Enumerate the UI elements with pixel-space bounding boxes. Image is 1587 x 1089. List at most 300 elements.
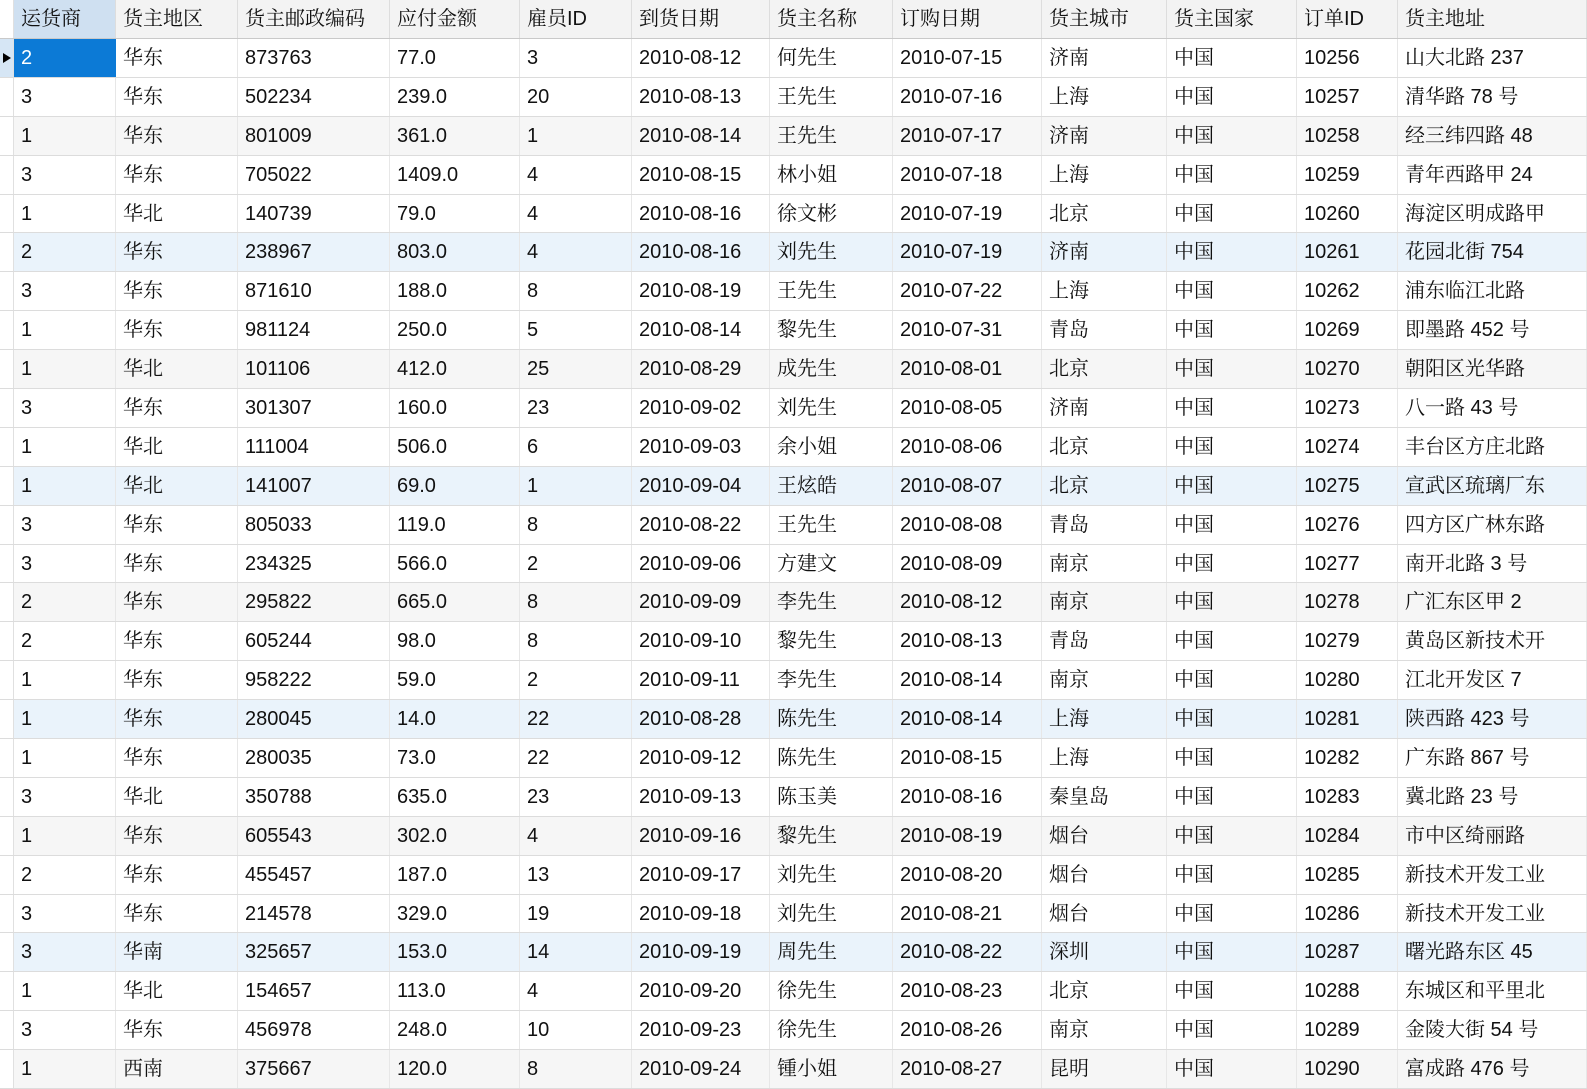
cell[interactable]: 华东 [116, 311, 238, 349]
cell[interactable]: 中国 [1167, 156, 1297, 194]
cell[interactable]: 4 [520, 195, 632, 233]
row-gutter[interactable] [0, 233, 14, 271]
cell[interactable]: 济南 [1042, 117, 1167, 155]
cell[interactable]: 华北 [116, 778, 238, 816]
cell[interactable]: 1 [14, 739, 116, 777]
cell[interactable]: 10276 [1297, 506, 1398, 544]
cell[interactable]: 中国 [1167, 856, 1297, 894]
cell[interactable]: 富成路 476 号 [1398, 1050, 1587, 1088]
cell[interactable]: 10273 [1297, 389, 1398, 427]
cell[interactable]: 徐先生 [770, 1011, 893, 1049]
cell[interactable]: 10284 [1297, 817, 1398, 855]
header-cell-7[interactable]: 订购日期 [893, 0, 1042, 38]
cell[interactable]: 10260 [1297, 195, 1398, 233]
row-gutter[interactable] [0, 1050, 14, 1088]
cell[interactable]: 10290 [1297, 1050, 1398, 1088]
cell[interactable]: 2010-09-03 [632, 428, 770, 466]
cell[interactable]: 青岛 [1042, 506, 1167, 544]
cell[interactable]: 69.0 [390, 467, 520, 505]
cell[interactable]: 2 [520, 661, 632, 699]
cell[interactable]: 239.0 [390, 78, 520, 116]
cell[interactable]: 2010-08-12 [893, 583, 1042, 621]
cell[interactable]: 2010-07-18 [893, 156, 1042, 194]
cell[interactable]: 1 [14, 350, 116, 388]
cell[interactable]: 234325 [238, 545, 390, 583]
cell[interactable]: 济南 [1042, 233, 1167, 271]
row-gutter[interactable] [0, 467, 14, 505]
cell[interactable]: 10281 [1297, 700, 1398, 738]
cell[interactable]: 8 [520, 1050, 632, 1088]
cell[interactable]: 635.0 [390, 778, 520, 816]
cell[interactable]: 中国 [1167, 583, 1297, 621]
cell[interactable]: 13 [520, 856, 632, 894]
cell[interactable]: 华东 [116, 156, 238, 194]
row-gutter[interactable] [0, 389, 14, 427]
cell[interactable]: 98.0 [390, 622, 520, 660]
cell[interactable]: 350788 [238, 778, 390, 816]
cell[interactable]: 中国 [1167, 311, 1297, 349]
grid-corner[interactable] [0, 0, 14, 38]
cell[interactable]: 南开北路 3 号 [1398, 545, 1587, 583]
cell[interactable]: 金陵大街 54 号 [1398, 1011, 1587, 1049]
cell[interactable]: 22 [520, 739, 632, 777]
row-gutter[interactable] [0, 895, 14, 933]
cell[interactable]: 八一路 43 号 [1398, 389, 1587, 427]
cell[interactable]: 2010-08-26 [893, 1011, 1042, 1049]
cell[interactable]: 10277 [1297, 545, 1398, 583]
cell[interactable]: 华北 [116, 195, 238, 233]
cell[interactable]: 2010-08-23 [893, 972, 1042, 1010]
cell[interactable]: 中国 [1167, 778, 1297, 816]
cell[interactable]: 中国 [1167, 1011, 1297, 1049]
cell[interactable]: 华东 [116, 622, 238, 660]
row-gutter[interactable] [0, 622, 14, 660]
cell[interactable]: 5 [520, 311, 632, 349]
row-gutter[interactable] [0, 117, 14, 155]
row-gutter[interactable] [0, 856, 14, 894]
cell[interactable]: 188.0 [390, 272, 520, 310]
cell[interactable]: 李先生 [770, 583, 893, 621]
cell[interactable]: 120.0 [390, 1050, 520, 1088]
cell[interactable]: 中国 [1167, 272, 1297, 310]
cell[interactable]: 455457 [238, 856, 390, 894]
cell[interactable]: 4 [520, 817, 632, 855]
cell[interactable]: 华东 [116, 389, 238, 427]
cell[interactable]: 2010-07-22 [893, 272, 1042, 310]
cell[interactable]: 中国 [1167, 739, 1297, 777]
cell[interactable]: 即墨路 452 号 [1398, 311, 1587, 349]
cell[interactable]: 2010-08-14 [632, 311, 770, 349]
cell[interactable]: 325657 [238, 933, 390, 971]
cell[interactable]: 广东路 867 号 [1398, 739, 1587, 777]
cell[interactable]: 华东 [116, 583, 238, 621]
cell[interactable]: 刘先生 [770, 856, 893, 894]
cell[interactable]: 3 [520, 39, 632, 77]
cell[interactable]: 华北 [116, 467, 238, 505]
cell[interactable]: 王先生 [770, 272, 893, 310]
cell[interactable]: 1409.0 [390, 156, 520, 194]
cell[interactable]: 华东 [116, 272, 238, 310]
cell[interactable]: 3 [14, 272, 116, 310]
cell[interactable]: 黎先生 [770, 622, 893, 660]
cell[interactable]: 3 [14, 933, 116, 971]
cell[interactable]: 烟台 [1042, 856, 1167, 894]
cell[interactable]: 中国 [1167, 817, 1297, 855]
cell[interactable]: 3 [14, 1011, 116, 1049]
cell[interactable]: 2010-07-17 [893, 117, 1042, 155]
cell[interactable]: 2010-08-16 [632, 195, 770, 233]
cell[interactable]: 李先生 [770, 661, 893, 699]
header-cell-2[interactable]: 货主邮政编码 [238, 0, 390, 38]
header-cell-9[interactable]: 货主国家 [1167, 0, 1297, 38]
cell[interactable]: 华东 [116, 895, 238, 933]
cell[interactable]: 301307 [238, 389, 390, 427]
cell[interactable]: 4 [520, 972, 632, 1010]
cell[interactable]: 上海 [1042, 272, 1167, 310]
cell[interactable]: 南京 [1042, 1011, 1167, 1049]
cell[interactable]: 华东 [116, 233, 238, 271]
cell[interactable]: 上海 [1042, 700, 1167, 738]
cell[interactable]: 华北 [116, 428, 238, 466]
cell[interactable]: 曙光路东区 45 [1398, 933, 1587, 971]
cell[interactable]: 上海 [1042, 156, 1167, 194]
cell[interactable]: 刘先生 [770, 233, 893, 271]
cell[interactable]: 中国 [1167, 389, 1297, 427]
cell[interactable]: 1 [520, 117, 632, 155]
cell[interactable]: 王先生 [770, 117, 893, 155]
cell[interactable]: 361.0 [390, 117, 520, 155]
cell[interactable]: 锺小姐 [770, 1050, 893, 1088]
cell[interactable]: 中国 [1167, 467, 1297, 505]
cell[interactable]: 方建文 [770, 545, 893, 583]
row-gutter[interactable] [0, 972, 14, 1010]
cell[interactable]: 10259 [1297, 156, 1398, 194]
header-cell-3[interactable]: 应付金额 [390, 0, 520, 38]
cell[interactable]: 8 [520, 622, 632, 660]
cell[interactable]: 2 [14, 39, 116, 77]
cell[interactable]: 3 [14, 545, 116, 583]
cell[interactable]: 秦皇岛 [1042, 778, 1167, 816]
cell[interactable]: 何先生 [770, 39, 893, 77]
row-gutter[interactable] [0, 272, 14, 310]
cell[interactable]: 2010-09-19 [632, 933, 770, 971]
cell[interactable]: 1 [14, 195, 116, 233]
cell[interactable]: 市中区绮丽路 [1398, 817, 1587, 855]
cell[interactable]: 2010-08-06 [893, 428, 1042, 466]
cell[interactable]: 2010-08-09 [893, 545, 1042, 583]
cell[interactable]: 2010-09-09 [632, 583, 770, 621]
cell[interactable]: 华东 [116, 856, 238, 894]
cell[interactable]: 8 [520, 506, 632, 544]
cell[interactable]: 10289 [1297, 1011, 1398, 1049]
cell[interactable]: 238967 [238, 233, 390, 271]
cell[interactable]: 西南 [116, 1050, 238, 1088]
cell[interactable]: 陈玉美 [770, 778, 893, 816]
cell[interactable]: 王炫皓 [770, 467, 893, 505]
row-gutter[interactable] [0, 39, 14, 77]
cell[interactable]: 248.0 [390, 1011, 520, 1049]
cell[interactable]: 2010-08-07 [893, 467, 1042, 505]
cell[interactable]: 3 [14, 389, 116, 427]
cell[interactable]: 山大北路 237 [1398, 39, 1587, 77]
cell[interactable]: 2010-08-27 [893, 1050, 1042, 1088]
cell[interactable]: 2010-09-13 [632, 778, 770, 816]
cell[interactable]: 2010-08-21 [893, 895, 1042, 933]
cell[interactable]: 10286 [1297, 895, 1398, 933]
cell[interactable]: 280045 [238, 700, 390, 738]
cell[interactable]: 2010-09-04 [632, 467, 770, 505]
cell[interactable]: 丰台区方庄北路 [1398, 428, 1587, 466]
cell[interactable]: 10258 [1297, 117, 1398, 155]
cell[interactable]: 10275 [1297, 467, 1398, 505]
cell[interactable]: 烟台 [1042, 895, 1167, 933]
cell[interactable]: 2 [14, 583, 116, 621]
cell[interactable]: 1 [14, 1050, 116, 1088]
cell[interactable]: 2 [520, 545, 632, 583]
row-gutter[interactable] [0, 156, 14, 194]
cell[interactable]: 2010-07-19 [893, 233, 1042, 271]
cell[interactable]: 280035 [238, 739, 390, 777]
cell[interactable]: 成先生 [770, 350, 893, 388]
cell[interactable]: 2010-09-12 [632, 739, 770, 777]
cell[interactable]: 2010-08-14 [893, 700, 1042, 738]
cell[interactable]: 宣武区琉璃厂东 [1398, 467, 1587, 505]
header-cell-6[interactable]: 货主名称 [770, 0, 893, 38]
cell[interactable]: 10287 [1297, 933, 1398, 971]
cell[interactable]: 73.0 [390, 739, 520, 777]
row-gutter[interactable] [0, 817, 14, 855]
cell[interactable]: 2010-07-15 [893, 39, 1042, 77]
cell[interactable]: 2010-08-13 [632, 78, 770, 116]
cell[interactable]: 南京 [1042, 545, 1167, 583]
cell[interactable]: 302.0 [390, 817, 520, 855]
cell[interactable]: 2 [14, 856, 116, 894]
cell[interactable]: 2010-08-29 [632, 350, 770, 388]
cell[interactable]: 2010-09-16 [632, 817, 770, 855]
cell[interactable]: 2010-07-31 [893, 311, 1042, 349]
cell[interactable]: 2010-08-22 [632, 506, 770, 544]
cell[interactable]: 中国 [1167, 233, 1297, 271]
cell[interactable]: 四方区广林东路 [1398, 506, 1587, 544]
row-gutter[interactable] [0, 311, 14, 349]
cell[interactable]: 506.0 [390, 428, 520, 466]
header-cell-4[interactable]: 雇员ID [520, 0, 632, 38]
cell[interactable]: 黎先生 [770, 311, 893, 349]
cell[interactable]: 中国 [1167, 39, 1297, 77]
cell[interactable]: 2010-08-19 [632, 272, 770, 310]
cell[interactable]: 3 [14, 895, 116, 933]
cell[interactable]: 华东 [116, 739, 238, 777]
cell[interactable]: 2010-08-13 [893, 622, 1042, 660]
cell[interactable]: 10262 [1297, 272, 1398, 310]
cell[interactable]: 上海 [1042, 78, 1167, 116]
cell[interactable]: 10256 [1297, 39, 1398, 77]
cell[interactable]: 济南 [1042, 39, 1167, 77]
cell[interactable]: 浦东临江北路 [1398, 272, 1587, 310]
cell[interactable]: 华东 [116, 39, 238, 77]
cell[interactable]: 10278 [1297, 583, 1398, 621]
cell[interactable]: 朝阳区光华路 [1398, 350, 1587, 388]
cell[interactable]: 23 [520, 778, 632, 816]
cell[interactable]: 余小姐 [770, 428, 893, 466]
cell[interactable]: 871610 [238, 272, 390, 310]
cell[interactable]: 华东 [116, 545, 238, 583]
cell[interactable]: 10280 [1297, 661, 1398, 699]
cell[interactable]: 2010-08-15 [893, 739, 1042, 777]
cell[interactable]: 2010-09-06 [632, 545, 770, 583]
cell[interactable]: 昆明 [1042, 1050, 1167, 1088]
cell[interactable]: 113.0 [390, 972, 520, 1010]
cell[interactable]: 经三纬四路 48 [1398, 117, 1587, 155]
header-cell-8[interactable]: 货主城市 [1042, 0, 1167, 38]
cell[interactable]: 141007 [238, 467, 390, 505]
cell[interactable]: 3 [14, 506, 116, 544]
cell[interactable]: 华东 [116, 506, 238, 544]
cell[interactable]: 2010-08-28 [632, 700, 770, 738]
cell[interactable]: 8 [520, 583, 632, 621]
cell[interactable]: 中国 [1167, 933, 1297, 971]
cell[interactable]: 2010-09-02 [632, 389, 770, 427]
cell[interactable]: 新技术开发工业 [1398, 856, 1587, 894]
cell[interactable]: 华东 [116, 78, 238, 116]
cell[interactable]: 10288 [1297, 972, 1398, 1010]
row-gutter[interactable] [0, 700, 14, 738]
cell[interactable]: 华南 [116, 933, 238, 971]
header-cell-5[interactable]: 到货日期 [632, 0, 770, 38]
cell[interactable]: 2010-08-16 [632, 233, 770, 271]
cell[interactable]: 412.0 [390, 350, 520, 388]
cell[interactable]: 广汇东区甲 2 [1398, 583, 1587, 621]
cell[interactable]: 10 [520, 1011, 632, 1049]
cell[interactable]: 1 [14, 467, 116, 505]
cell[interactable]: 25 [520, 350, 632, 388]
cell[interactable]: 2010-08-05 [893, 389, 1042, 427]
cell[interactable]: 2010-08-01 [893, 350, 1042, 388]
cell[interactable]: 1 [14, 817, 116, 855]
cell[interactable]: 79.0 [390, 195, 520, 233]
cell[interactable]: 187.0 [390, 856, 520, 894]
cell[interactable]: 烟台 [1042, 817, 1167, 855]
cell[interactable]: 黎先生 [770, 817, 893, 855]
cell[interactable]: 10261 [1297, 233, 1398, 271]
cell[interactable]: 华东 [116, 1011, 238, 1049]
row-gutter[interactable] [0, 78, 14, 116]
cell[interactable]: 456978 [238, 1011, 390, 1049]
cell[interactable]: 77.0 [390, 39, 520, 77]
cell[interactable]: 2010-08-16 [893, 778, 1042, 816]
header-cell-10[interactable]: 订单ID [1297, 0, 1398, 38]
cell[interactable]: 2 [14, 622, 116, 660]
cell[interactable]: 王先生 [770, 78, 893, 116]
cell[interactable]: 中国 [1167, 1050, 1297, 1088]
cell[interactable]: 160.0 [390, 389, 520, 427]
cell[interactable]: 111004 [238, 428, 390, 466]
cell[interactable]: 2010-09-11 [632, 661, 770, 699]
row-gutter[interactable] [0, 778, 14, 816]
cell[interactable]: 青岛 [1042, 622, 1167, 660]
cell[interactable]: 981124 [238, 311, 390, 349]
cell[interactable]: 1 [14, 428, 116, 466]
cell[interactable]: 2010-08-14 [632, 117, 770, 155]
cell[interactable]: 中国 [1167, 622, 1297, 660]
cell[interactable]: 黄岛区新技术开 [1398, 622, 1587, 660]
cell[interactable]: 东城区和平里北 [1398, 972, 1587, 1010]
cell[interactable]: 10285 [1297, 856, 1398, 894]
cell[interactable]: 958222 [238, 661, 390, 699]
cell[interactable]: 2010-08-22 [893, 933, 1042, 971]
cell[interactable]: 中国 [1167, 78, 1297, 116]
cell[interactable]: 375667 [238, 1050, 390, 1088]
cell[interactable]: 665.0 [390, 583, 520, 621]
cell[interactable]: 华东 [116, 661, 238, 699]
cell[interactable]: 中国 [1167, 350, 1297, 388]
cell[interactable]: 10279 [1297, 622, 1398, 660]
cell[interactable]: 4 [520, 156, 632, 194]
cell[interactable]: 中国 [1167, 895, 1297, 933]
cell[interactable]: 2010-09-10 [632, 622, 770, 660]
row-gutter[interactable] [0, 545, 14, 583]
cell[interactable]: 华东 [116, 117, 238, 155]
cell[interactable]: 中国 [1167, 545, 1297, 583]
cell[interactable]: 南京 [1042, 661, 1167, 699]
cell[interactable]: 林小姐 [770, 156, 893, 194]
cell[interactable]: 803.0 [390, 233, 520, 271]
cell[interactable]: 中国 [1167, 700, 1297, 738]
cell[interactable]: 北京 [1042, 350, 1167, 388]
cell[interactable]: 徐文彬 [770, 195, 893, 233]
row-gutter[interactable] [0, 661, 14, 699]
row-gutter[interactable] [0, 195, 14, 233]
cell[interactable]: 250.0 [390, 311, 520, 349]
cell[interactable]: 2010-08-19 [893, 817, 1042, 855]
cell[interactable]: 119.0 [390, 506, 520, 544]
cell[interactable]: 北京 [1042, 467, 1167, 505]
cell[interactable]: 济南 [1042, 389, 1167, 427]
cell[interactable]: 20 [520, 78, 632, 116]
row-gutter[interactable] [0, 428, 14, 466]
cell[interactable]: 2010-07-16 [893, 78, 1042, 116]
cell[interactable]: 中国 [1167, 661, 1297, 699]
cell[interactable]: 江北开发区 7 [1398, 661, 1587, 699]
cell[interactable]: 陈先生 [770, 739, 893, 777]
cell[interactable]: 中国 [1167, 972, 1297, 1010]
cell[interactable]: 徐先生 [770, 972, 893, 1010]
cell[interactable]: 中国 [1167, 506, 1297, 544]
cell[interactable]: 华东 [116, 700, 238, 738]
cell[interactable]: 2010-09-23 [632, 1011, 770, 1049]
cell[interactable]: 3 [14, 78, 116, 116]
cell[interactable]: 陈先生 [770, 700, 893, 738]
cell[interactable]: 1 [14, 661, 116, 699]
cell[interactable]: 上海 [1042, 739, 1167, 777]
row-gutter[interactable] [0, 1011, 14, 1049]
cell[interactable]: 中国 [1167, 428, 1297, 466]
row-gutter[interactable] [0, 739, 14, 777]
cell[interactable]: 深圳 [1042, 933, 1167, 971]
cell[interactable]: 502234 [238, 78, 390, 116]
cell[interactable]: 101106 [238, 350, 390, 388]
cell[interactable]: 1 [14, 972, 116, 1010]
cell[interactable]: 3 [14, 778, 116, 816]
cell[interactable]: 14 [520, 933, 632, 971]
cell[interactable]: 4 [520, 233, 632, 271]
cell[interactable]: 295822 [238, 583, 390, 621]
cell[interactable]: 873763 [238, 39, 390, 77]
header-cell-1[interactable]: 货主地区 [116, 0, 238, 38]
cell[interactable]: 10283 [1297, 778, 1398, 816]
cell[interactable]: 2 [14, 233, 116, 271]
header-cell-11[interactable]: 货主地址 [1398, 0, 1587, 38]
